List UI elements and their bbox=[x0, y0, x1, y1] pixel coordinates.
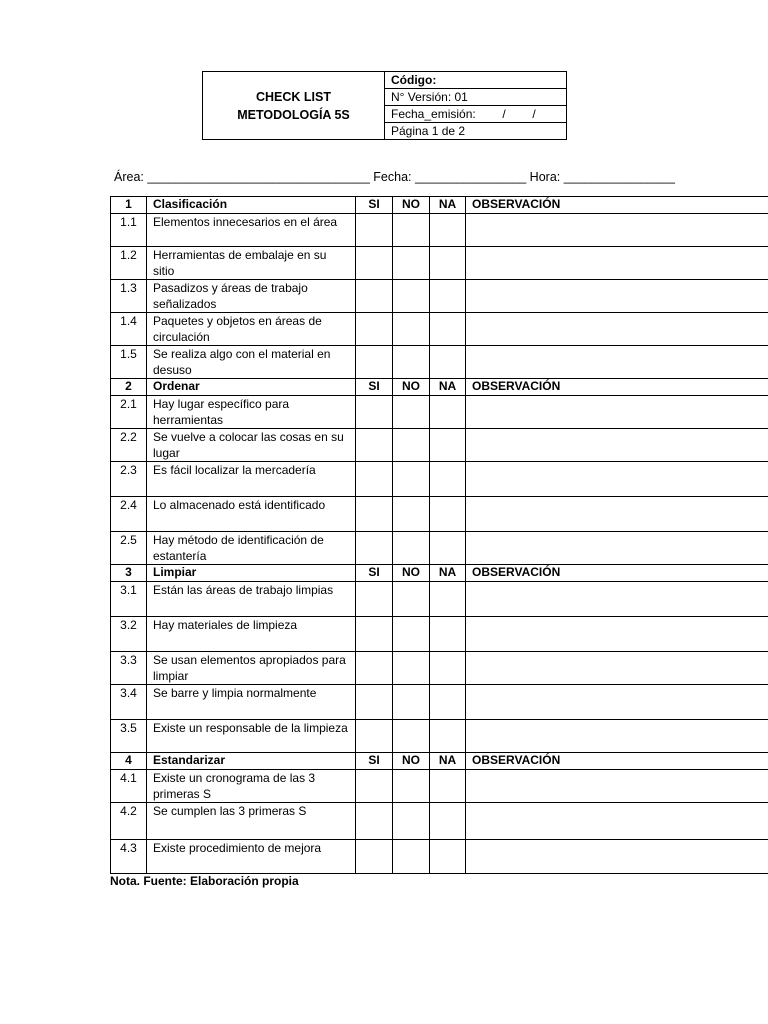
section-title: Ordenar bbox=[147, 379, 356, 396]
na-checkbox-cell[interactable] bbox=[430, 840, 466, 874]
checklist-item-row bbox=[111, 582, 768, 617]
column-si-header: SI bbox=[356, 565, 393, 582]
item-number: 3.4 bbox=[111, 685, 147, 720]
no-checkbox-cell[interactable] bbox=[393, 720, 430, 753]
section-number: 1 bbox=[111, 197, 147, 214]
checklist-item-row bbox=[111, 247, 768, 280]
item-number: 3.3 bbox=[111, 652, 147, 685]
section-header-row bbox=[111, 753, 768, 770]
section-header-row bbox=[111, 379, 768, 396]
na-checkbox-cell[interactable] bbox=[430, 770, 466, 803]
section-number: 3 bbox=[111, 565, 147, 582]
area-fecha-hora-line: Área: ________________________________ Fecha: ________________ Hora: ________________ bbox=[114, 170, 675, 184]
checklist-item-row bbox=[111, 280, 768, 313]
item-number: 1.1 bbox=[111, 214, 147, 247]
checklist-item-row bbox=[111, 803, 768, 840]
observacion-cell[interactable] bbox=[466, 497, 768, 532]
item-description: Se usan elementos apropiados para limpiar bbox=[147, 652, 356, 685]
column-na-header: NA bbox=[430, 197, 466, 214]
item-number: 2.3 bbox=[111, 462, 147, 497]
na-checkbox-cell[interactable] bbox=[430, 617, 466, 652]
item-description: Hay lugar específico para herramientas bbox=[147, 396, 356, 429]
na-checkbox-cell[interactable] bbox=[430, 396, 466, 429]
source-note: Nota. Fuente: Elaboración propia bbox=[110, 874, 299, 888]
checklist-item-row bbox=[111, 346, 768, 379]
item-description: Herramientas de embalaje en su sitio bbox=[147, 247, 356, 280]
item-number: 3.1 bbox=[111, 582, 147, 617]
column-observacion-header: OBSERVACIÓN bbox=[466, 197, 768, 214]
na-checkbox-cell[interactable] bbox=[430, 346, 466, 379]
no-checkbox-cell[interactable] bbox=[393, 582, 430, 617]
na-checkbox-cell[interactable] bbox=[430, 214, 466, 247]
section-header-row bbox=[111, 565, 768, 582]
section-number: 4 bbox=[111, 753, 147, 770]
si-checkbox-cell[interactable] bbox=[356, 313, 393, 346]
observacion-cell[interactable] bbox=[466, 280, 768, 313]
item-description: Paquetes y objetos en áreas de circulación bbox=[147, 313, 356, 346]
si-checkbox-cell[interactable] bbox=[356, 214, 393, 247]
fecha-emision-field: Fecha_emisión: / / bbox=[385, 106, 566, 123]
section-number: 2 bbox=[111, 379, 147, 396]
item-description: Existe procedimiento de mejora bbox=[147, 840, 356, 874]
item-number: 1.2 bbox=[111, 247, 147, 280]
title-line-1: CHECK LIST bbox=[256, 89, 331, 104]
si-checkbox-cell[interactable] bbox=[356, 532, 393, 565]
item-description: Se barre y limpia normalmente bbox=[147, 685, 356, 720]
document-meta bbox=[385, 72, 566, 139]
observacion-cell[interactable] bbox=[466, 429, 768, 462]
checklist-item-row bbox=[111, 652, 768, 685]
observacion-cell[interactable] bbox=[466, 617, 768, 652]
si-checkbox-cell[interactable] bbox=[356, 720, 393, 753]
checklist-item-row bbox=[111, 396, 768, 429]
si-checkbox-cell[interactable] bbox=[356, 247, 393, 280]
si-checkbox-cell[interactable] bbox=[356, 429, 393, 462]
item-description: Se vuelve a colocar las cosas en su lugar bbox=[147, 429, 356, 462]
item-description: Existe un cronograma de las 3 primeras S bbox=[147, 770, 356, 803]
no-checkbox-cell[interactable] bbox=[393, 497, 430, 532]
na-checkbox-cell[interactable] bbox=[430, 247, 466, 280]
observacion-cell[interactable] bbox=[466, 532, 768, 565]
column-si-header: SI bbox=[356, 753, 393, 770]
si-checkbox-cell[interactable] bbox=[356, 346, 393, 379]
na-checkbox-cell[interactable] bbox=[430, 582, 466, 617]
no-checkbox-cell[interactable] bbox=[393, 532, 430, 565]
si-checkbox-cell[interactable] bbox=[356, 685, 393, 720]
item-description: Existe un responsable de la limpieza bbox=[147, 720, 356, 753]
page-number: Página 1 de 2 bbox=[391, 124, 466, 138]
item-number: 1.3 bbox=[111, 280, 147, 313]
item-number: 4.3 bbox=[111, 840, 147, 874]
codigo-field: Código: bbox=[385, 72, 566, 89]
item-description: Elementos innecesarios en el área bbox=[147, 214, 356, 247]
observacion-cell[interactable] bbox=[466, 840, 768, 874]
observacion-cell[interactable] bbox=[466, 685, 768, 720]
checklist-item-row bbox=[111, 685, 768, 720]
si-checkbox-cell[interactable] bbox=[356, 652, 393, 685]
column-no-header: NO bbox=[393, 379, 430, 396]
si-checkbox-cell[interactable] bbox=[356, 617, 393, 652]
item-number: 2.2 bbox=[111, 429, 147, 462]
section-header-row bbox=[111, 197, 768, 214]
column-si-header: SI bbox=[356, 197, 393, 214]
observacion-cell[interactable] bbox=[466, 396, 768, 429]
checklist-table bbox=[110, 196, 768, 874]
item-number: 4.2 bbox=[111, 803, 147, 840]
na-checkbox-cell[interactable] bbox=[430, 685, 466, 720]
checklist-item-row bbox=[111, 462, 768, 497]
no-checkbox-cell[interactable] bbox=[393, 346, 430, 379]
observacion-cell[interactable] bbox=[466, 247, 768, 280]
item-number: 4.1 bbox=[111, 770, 147, 803]
item-number: 1.4 bbox=[111, 313, 147, 346]
item-description: Se realiza algo con el material en desuso bbox=[147, 346, 356, 379]
no-checkbox-cell[interactable] bbox=[393, 247, 430, 280]
na-checkbox-cell[interactable] bbox=[430, 313, 466, 346]
no-checkbox-cell[interactable] bbox=[393, 803, 430, 840]
document-title bbox=[203, 72, 385, 139]
observacion-cell[interactable] bbox=[466, 803, 768, 840]
checklist-item-row bbox=[111, 770, 768, 803]
si-checkbox-cell[interactable] bbox=[356, 770, 393, 803]
column-observacion-header: OBSERVACIÓN bbox=[466, 379, 768, 396]
no-checkbox-cell[interactable] bbox=[393, 280, 430, 313]
na-checkbox-cell[interactable] bbox=[430, 720, 466, 753]
si-checkbox-cell[interactable] bbox=[356, 462, 393, 497]
section-title: Limpiar bbox=[147, 565, 356, 582]
item-number: 1.5 bbox=[111, 346, 147, 379]
column-na-header: NA bbox=[430, 565, 466, 582]
checklist-item-row bbox=[111, 429, 768, 462]
item-number: 2.4 bbox=[111, 497, 147, 532]
item-description: Es fácil localizar la mercadería bbox=[147, 462, 356, 497]
observacion-cell[interactable] bbox=[466, 214, 768, 247]
checklist-item-row bbox=[111, 497, 768, 532]
no-checkbox-cell[interactable] bbox=[393, 770, 430, 803]
no-checkbox-cell[interactable] bbox=[393, 617, 430, 652]
na-checkbox-cell[interactable] bbox=[430, 280, 466, 313]
item-description: Están las áreas de trabajo limpias bbox=[147, 582, 356, 617]
column-no-header: NO bbox=[393, 197, 430, 214]
column-na-header: NA bbox=[430, 753, 466, 770]
item-number: 2.5 bbox=[111, 532, 147, 565]
no-checkbox-cell[interactable] bbox=[393, 396, 430, 429]
si-checkbox-cell[interactable] bbox=[356, 803, 393, 840]
column-observacion-header: OBSERVACIÓN bbox=[466, 753, 768, 770]
no-checkbox-cell[interactable] bbox=[393, 840, 430, 874]
column-na-header: NA bbox=[430, 379, 466, 396]
si-checkbox-cell[interactable] bbox=[356, 280, 393, 313]
checklist-item-row bbox=[111, 532, 768, 565]
item-description: Se cumplen las 3 primeras S bbox=[147, 803, 356, 840]
na-checkbox-cell[interactable] bbox=[430, 462, 466, 497]
na-checkbox-cell[interactable] bbox=[430, 532, 466, 565]
column-si-header: SI bbox=[356, 379, 393, 396]
si-checkbox-cell[interactable] bbox=[356, 396, 393, 429]
checklist-item-row bbox=[111, 840, 768, 874]
section-title: Clasificación bbox=[147, 197, 356, 214]
no-checkbox-cell[interactable] bbox=[393, 214, 430, 247]
column-no-header: NO bbox=[393, 753, 430, 770]
checklist-item-row bbox=[111, 720, 768, 753]
item-description: Hay materiales de limpieza bbox=[147, 617, 356, 652]
item-number: 3.5 bbox=[111, 720, 147, 753]
na-checkbox-cell[interactable] bbox=[430, 497, 466, 532]
observacion-cell[interactable] bbox=[466, 346, 768, 379]
checklist-item-row bbox=[111, 214, 768, 247]
si-checkbox-cell[interactable] bbox=[356, 497, 393, 532]
na-checkbox-cell[interactable] bbox=[430, 429, 466, 462]
no-checkbox-cell[interactable] bbox=[393, 652, 430, 685]
version-field: N° Versión: 01 bbox=[385, 89, 566, 106]
column-observacion-header: OBSERVACIÓN bbox=[466, 565, 768, 582]
no-checkbox-cell[interactable] bbox=[393, 685, 430, 720]
si-checkbox-cell[interactable] bbox=[356, 582, 393, 617]
item-number: 2.1 bbox=[111, 396, 147, 429]
item-description: Lo almacenado está identificado bbox=[147, 497, 356, 532]
item-description: Hay método de identificación de estantería bbox=[147, 532, 356, 565]
checklist-item-row bbox=[111, 617, 768, 652]
no-checkbox-cell[interactable] bbox=[393, 462, 430, 497]
si-checkbox-cell[interactable] bbox=[356, 840, 393, 874]
observacion-cell[interactable] bbox=[466, 582, 768, 617]
document-header bbox=[202, 71, 567, 140]
na-checkbox-cell[interactable] bbox=[430, 803, 466, 840]
observacion-cell[interactable] bbox=[466, 720, 768, 753]
checklist-item-row bbox=[111, 313, 768, 346]
observacion-cell[interactable] bbox=[466, 313, 768, 346]
no-checkbox-cell[interactable] bbox=[393, 313, 430, 346]
title-line-2: METODOLOGÍA 5S bbox=[237, 107, 350, 122]
item-description: Pasadizos y áreas de trabajo señalizados bbox=[147, 280, 356, 313]
item-number: 3.2 bbox=[111, 617, 147, 652]
observacion-cell[interactable] bbox=[466, 462, 768, 497]
no-checkbox-cell[interactable] bbox=[393, 429, 430, 462]
column-no-header: NO bbox=[393, 565, 430, 582]
section-title: Estandarizar bbox=[147, 753, 356, 770]
observacion-cell[interactable] bbox=[466, 770, 768, 803]
observacion-cell[interactable] bbox=[466, 652, 768, 685]
na-checkbox-cell[interactable] bbox=[430, 652, 466, 685]
